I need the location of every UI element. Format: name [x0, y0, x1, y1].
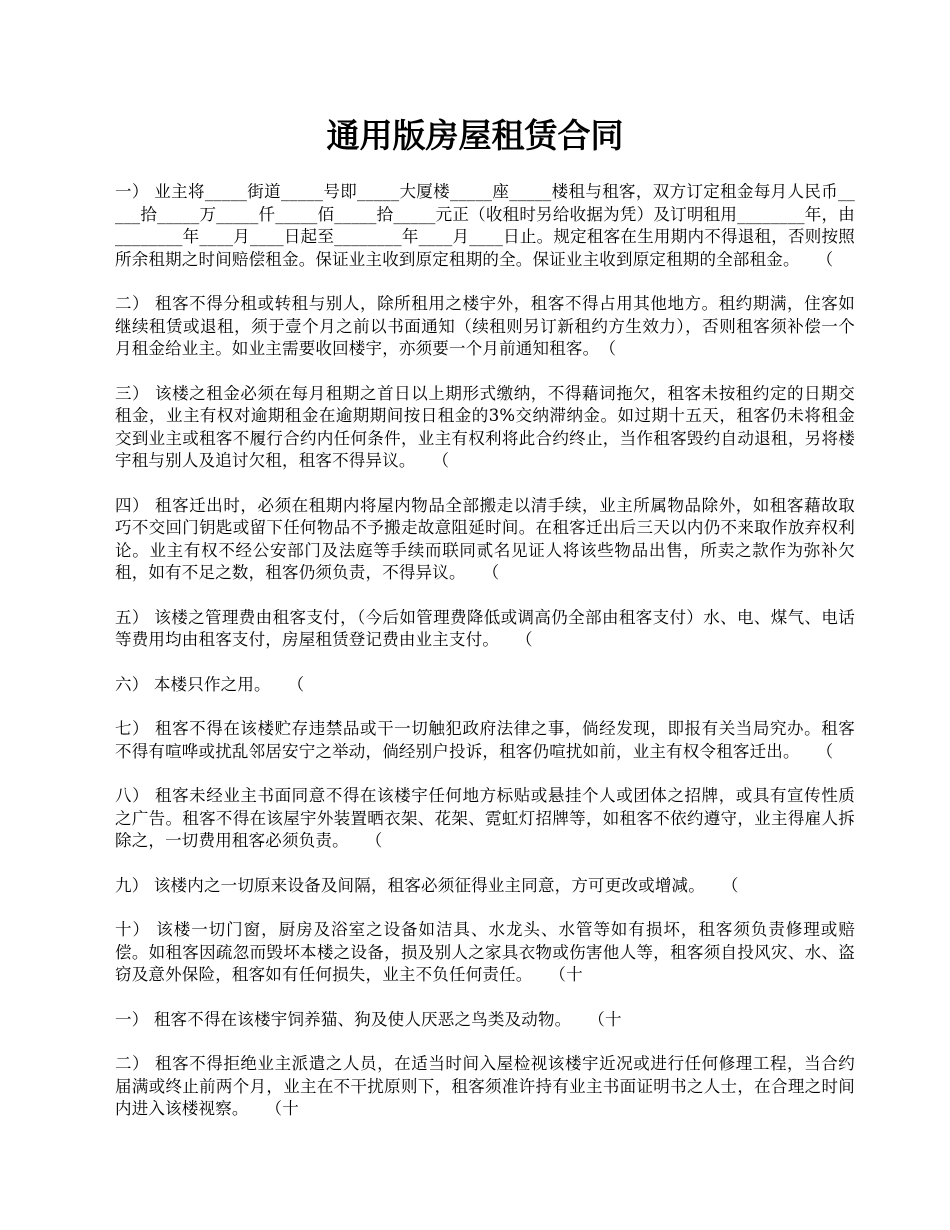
- clause-3: 三） 该楼之租金必须在每月租期之首日以上期形式缴纳，不得藉词拖欠，租客未按租约定的日期交租金，业主有权对逾期租金在逾期期间按日租金的3%交纳滞纳金。如过期十五天，租客仍未将租金交到业主或租客不履行合约内任何条件，业主有权利将此合约终止，当作租客毁约自动退租，另将楼宇租与别人及追讨欠租，租客不得异议。 （: [115, 383, 855, 470]
- clause-9: 九） 该楼内之一切原来设备及间隔，租客必须征得业主同意，方可更改或增减。 （: [115, 875, 739, 895]
- clause-7: 七） 租客不得在该楼贮存违禁品或干一切触犯政府法律之事，倘经发现，即报有关当局究办。租客不得有喧哗或扰乱邻居安宁之举动，倘经别户投诉，租客仍喧扰如前，业主有权令租客迁出。 （: [115, 719, 855, 761]
- clause-8: 八） 租客未经业主书面同意不得在该楼宇任何地方标贴或悬挂个人或团体之招牌，或具有宣传性质之广告。租客不得在该屋宇外装置晒衣架、花架、霓虹灯招牌等，如租客不依约遵守，业主得雇人拆除之，一切费用租客必须负责。 （: [115, 786, 855, 850]
- clause-10: 十） 该楼一切门窗，厨房及浴室之设备如洁具、水龙头、水管等如有损坏，租客须负责修理或赔偿。如租客因疏忽而毁坏本楼之设备，损及别人之家具衣物或伤害他人等，租客须自投风灾、水、盗窃及意外保险，租客如有任何损失，业主不负任何责任。 （十: [115, 920, 855, 984]
- clause-4: 四） 租客迁出时，必须在租期内将屋内物品全部搬走以清手续，业主所属物品除外，如租客藉故取巧不交回门钥匙或留下任何物品不予搬走故意阻延时间。在租客迁出后三天以内仍不来取作放弃权利论。业主有权不经公安部门及法庭等手续而联同贰名见证人将该些物品出售，所卖之款作为弥补欠租，如有不足之数，租客仍须负责，不得异议。 （: [115, 495, 855, 582]
- clause-5: 五） 该楼之管理费由租客支付，（今后如管理费降低或调高仍全部由租客支付）水、电、煤气、电话等费用均由租客支付，房屋租赁登记费由业主支付。 （: [115, 607, 855, 649]
- document-title: 通用版房屋租赁合同: [326, 116, 624, 155]
- clause-12: 二） 租客不得拒绝业主派遣之人员，在适当时间入屋检视该楼宇近况或进行任何修理工程，当合约届满或终止前两个月，业主在不干扰原则下，租客须准许持有业主书面证明书之人士，在合理之时间内进入该楼视察。 （十: [115, 1054, 855, 1118]
- clause-6: 六） 本楼只作之用。 （: [115, 674, 305, 694]
- document-body: [115, 181, 855, 1143]
- clause-1: 一） 业主将_____街道_____号即_____大厦楼_____座_____楼租与租客，双方订定租金每月人民币_____拾_____万_____仟_____佰_____拾_____元正（收租时另给收据为凭）及订明租用________年，由________年____月____日起至________年____月____日止。规定租客在生用期内不得退租，否则按照所余租期之时间赔偿租金。保证业主收到原定租期的全。保证业主收到原定租期的全部租金。 （: [115, 182, 855, 269]
- clause-11: 一） 租客不得在该楼宇饲养猫、狗及使人厌恶之鸟类及动物。 （十: [115, 1009, 622, 1029]
- clause-2: 二） 租客不得分租或转租与别人，除所租用之楼宇外，租客不得占用其他地方。租约期满，住客如继续租赁或退租，须于壹个月之前以书面通知（续租则另订新租约方生效力），否则租客须补偿一个月租金给业主。如业主需要收回楼宇，亦须要一个月前通知租客。 （: [115, 294, 855, 358]
